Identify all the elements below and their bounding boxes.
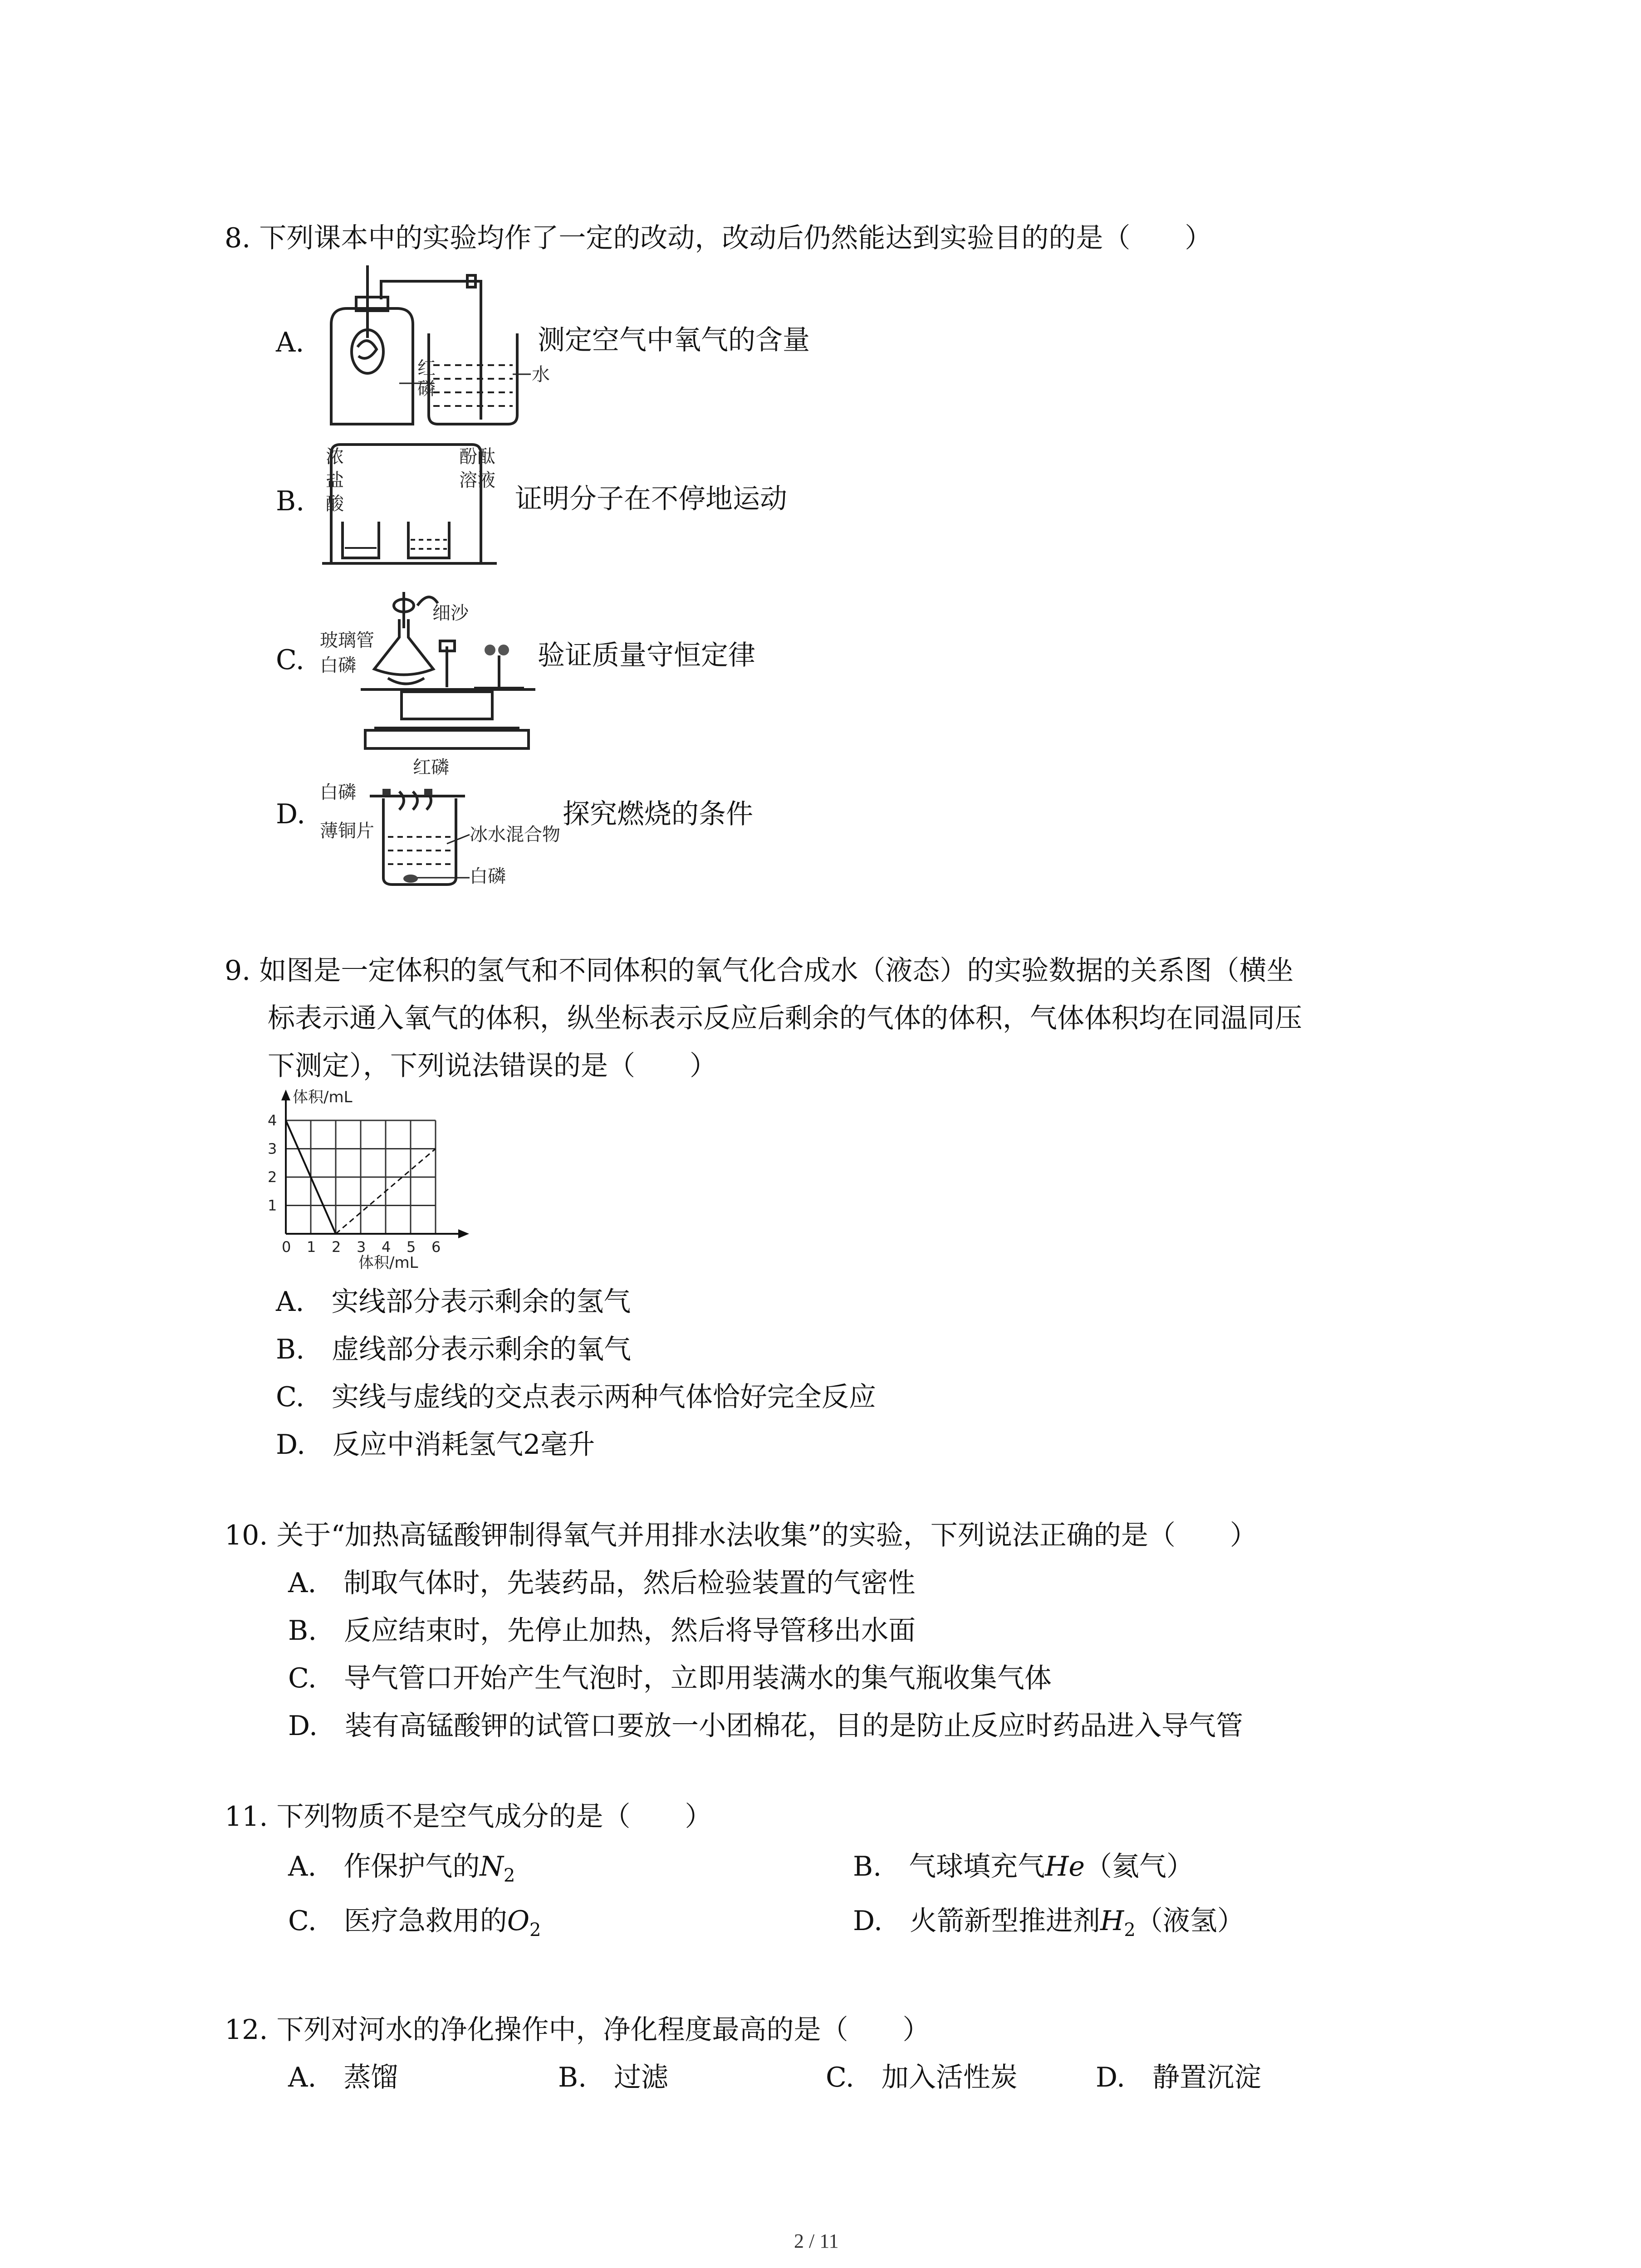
q10-option-c-letter: C. [288,1662,317,1694]
q8-option-d-letter: D. [276,798,306,830]
q11-option-a-text: 作保护气的 [343,1851,480,1882]
q11-option-a-formula: N [480,1851,504,1882]
chart-y-tick-label: 1 [268,1197,277,1214]
label-water: 水 [532,364,550,385]
q12-option-c [826,2055,1018,2100]
q11-option-d-tail: （液氢） [1135,1905,1244,1937]
chart-y-tick-label: 4 [268,1112,277,1129]
q10-option-d [288,1703,1243,1749]
q11-option-b-letter: B. [853,1851,882,1882]
chart-x-tick-label: 2 [332,1238,341,1256]
chart-x-tick-label: 3 [357,1238,366,1256]
q9-option-d-text: 反应中消耗氢气2毫升 [333,1429,595,1461]
q11-option-a [288,1844,515,1898]
q11-option-d-text: 火箭新型推进剂 [910,1905,1101,1937]
q10-option-d-letter: D. [288,1710,318,1742]
q9-option-b [276,1327,631,1372]
combustion-conditions-apparatus [320,746,574,896]
q9-option-b-letter: B. [276,1334,305,1365]
q9-option-a-letter: A. [276,1286,304,1318]
q10-option-b [288,1608,916,1653]
q11-stem: 11. 下列物质不是空气成分的是（ ） [225,1801,712,1833]
q8-stem: 8. 下列课本中的实验均作了一定的改动，改动后仍然能达到实验目的的是（ ） [225,222,1212,254]
q12-option-a-text: 蒸馏 [343,2062,398,2093]
q11-option-d-formula: H [1100,1905,1124,1937]
label-copper-sheet: 薄铜片 [320,821,374,841]
q9-option-c-text: 实线与虚线的交点表示两种气体恰好完全反应 [331,1381,876,1413]
q11-option-d-subscript: 2 [1124,1920,1136,1941]
q9-option-d-letter: D. [276,1429,306,1461]
q11-option-d [853,1898,1244,1953]
q10-option-b-text: 反应结束时，先停止加热，然后将导管移出水面 [344,1615,916,1647]
q12-option-b [558,2055,668,2100]
chart-y-axis-arrow [281,1090,290,1100]
q12-option-d-text: 静置沉淀 [1152,2062,1262,2093]
q10-option-a [288,1560,915,1606]
label-phosphorus: 磷 [417,378,436,399]
q12-option-b-letter: B. [558,2062,587,2093]
q9-option-b-text: 虚线部分表示剩余的氧气 [332,1334,632,1365]
q12-option-b-text: 过滤 [614,2062,669,2093]
q12-stem: 12. 下列对河水的净化操作中，净化程度最高的是（ ） [225,2014,930,2046]
red-phosphorus-oxygen-apparatus [313,265,554,433]
q11-option-a-letter: A. [288,1851,317,1882]
diffusion-bell-jar [318,435,517,572]
label-red-phosphorus: 红磷 [413,757,449,778]
q10-option-c-text: 导气管口开始产生气泡时，立即用装满水的集气瓶收集气体 [343,1662,1052,1694]
q11-option-b-text: 气球填充气 [909,1851,1045,1882]
chart-y-axis-label: 体积/mL [293,1088,353,1106]
q10-option-b-letter: B. [288,1615,317,1647]
q12-option-d-letter: D. [1096,2062,1126,2093]
q9-option-c [276,1374,876,1420]
chart-x-tick-label: 5 [407,1238,416,1256]
label-solution: 溶液 [459,470,495,491]
q12-option-d [1096,2055,1261,2100]
q12-option-c-text: 加入活性炭 [881,2062,1018,2093]
label-fine-sand: 细沙 [432,603,469,624]
q8-option-a-desc: 测定空气中氧气的含量 [538,324,810,356]
page-number: 2 / 11 [794,2230,839,2252]
q9-option-a [276,1279,631,1325]
q9-stem-line-2: 标表示通入氧气的体积，纵坐标表示反应后剩余的气体的体积，气体体积均在同温同压 [268,1002,1302,1034]
q8-option-c-desc: 验证质量守恒定律 [538,640,755,671]
label-phenolphthalein: 酚酞 [459,446,495,467]
q9-stem-line-1: 9. 如图是一定体积的氢气和不同体积的氧气化合成水（液态）的实验数据的关系图（横坐 [225,955,1294,987]
chart-x-axis-label: 体积/mL [358,1254,418,1272]
q11-option-c-subscript: 2 [529,1920,541,1941]
q11-option-c-letter: C. [288,1905,317,1937]
q9-stem-line-3: 下测定），下列说法错误的是（ ） [268,1050,717,1082]
chart-y-tick-label: 2 [268,1168,277,1186]
chart-x-tick-label: 0 [282,1238,291,1256]
q10-option-a-text: 制取气体时，先装药品，然后检验装置的气密性 [343,1567,916,1599]
chart-x-tick-label: 1 [307,1238,316,1256]
q11-option-b [853,1844,1194,1889]
chart-y-tick-label: 3 [268,1140,277,1158]
q10-option-c [288,1656,1052,1701]
q11-option-b-formula: He [1045,1851,1085,1882]
gas-volume-chart [259,1084,513,1275]
q8-option-b-desc: 证明分子在不停地运动 [515,483,787,515]
q9-option-a-text: 实线部分表示剩余的氢气 [331,1286,631,1318]
label-ice-water: 冰水混合物 [470,824,560,845]
chart-x-tick-label: 6 [431,1238,441,1256]
label-white-phosphorus-top: 白磷 [320,782,356,803]
label-hydrochloric: 盐 [326,470,344,491]
chart-x-tick-label: 4 [382,1238,391,1256]
q11-option-c [288,1898,541,1953]
label-glass-tube: 玻璃管 [320,630,374,651]
q12-option-a-letter: A. [288,2062,317,2093]
q10-option-d-text: 装有高锰酸钾的试管口要放一小团棉花，目的是防止反应时药品进入导气管 [345,1710,1244,1742]
q11-option-b-tail: （氦气） [1085,1851,1194,1882]
q12-option-c-letter: C. [826,2062,854,2093]
label-red: 红 [417,358,436,379]
q9-option-d [276,1422,595,1467]
chart-x-axis-arrow [458,1229,469,1238]
label-white-phosphorus: 白磷 [320,655,356,676]
q11-option-c-text: 医疗急救用的 [343,1905,507,1937]
label-acid: 酸 [326,494,344,514]
q8-option-b-letter: B. [276,485,305,517]
q12-option-a [288,2055,398,2100]
label-conc: 浓 [326,446,344,467]
q11-option-c-formula: O [507,1905,530,1937]
q9-option-c-letter: C. [276,1381,304,1413]
label-white-phosphorus-bottom: 白磷 [470,866,506,887]
mass-conservation-balance [320,587,556,755]
q10-stem: 10. 关于“加热高锰酸钾制得氧气并用排水法收集”的实验，下列说法正确的是（ ） [225,1520,1257,1551]
q10-option-a-letter: A. [288,1567,317,1599]
q11-option-d-letter: D. [853,1905,883,1937]
q8-option-c-letter: C. [276,644,304,676]
q8-option-a-letter: A. [276,327,304,358]
q8-option-d-desc: 探究燃烧的条件 [563,798,753,830]
q11-option-a-subscript: 2 [503,1865,515,1886]
